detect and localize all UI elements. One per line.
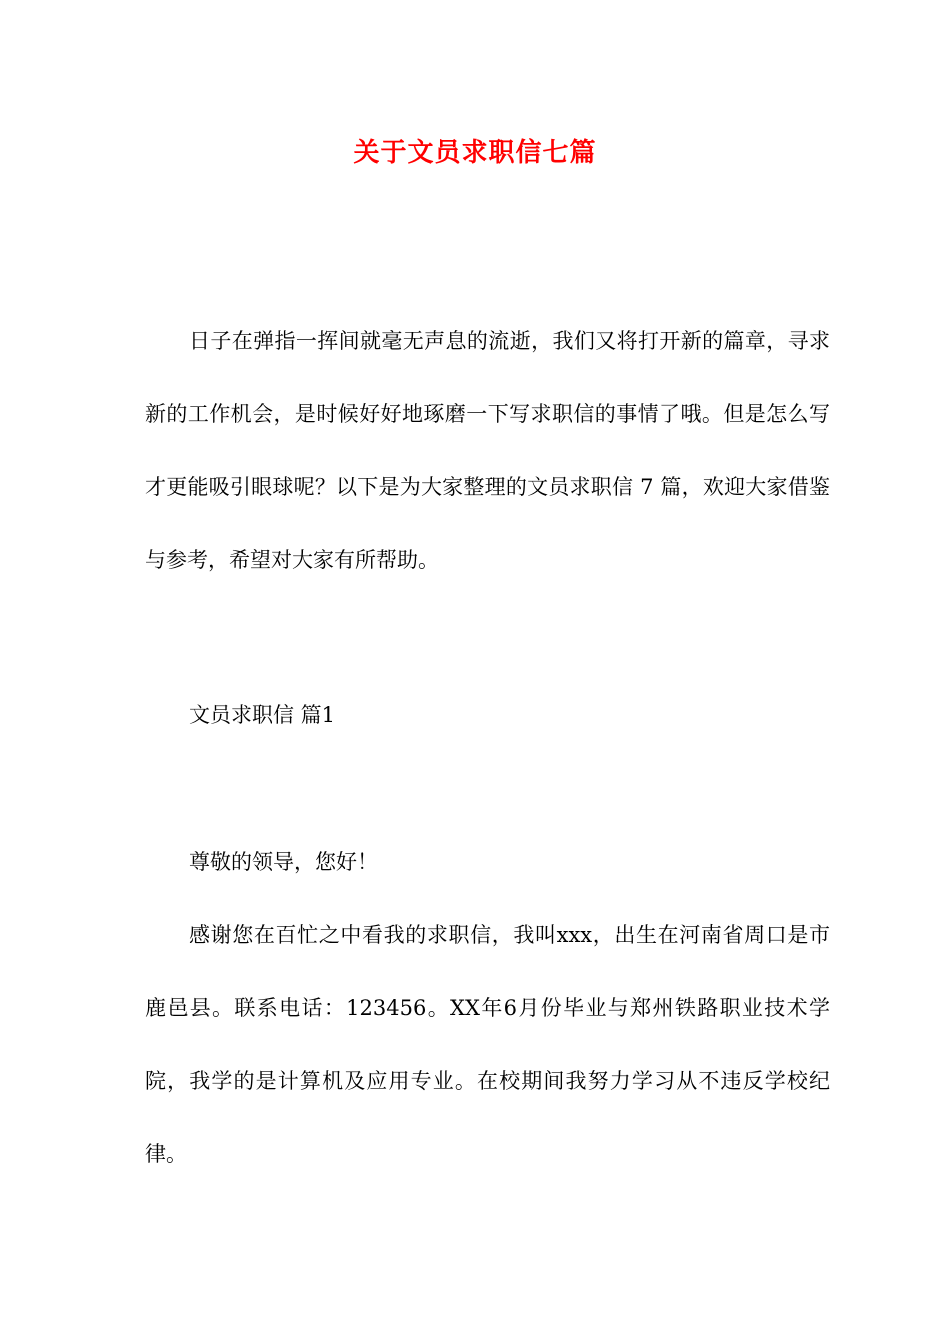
intro-paragraph: 日子在弹指一挥间就毫无声息的流逝，我们又将打开新的篇章，寻求新的工作机会，是时候好好地琢磨一下写求职信的事情了哦。但是怎么写才更能吸引眼球呢？以下是为大家整理的文员求职信 7 篇，欢迎大家借鉴与参考，希望对大家有所帮助。 [145,329,830,572]
greeting-paragraph: 尊敬的领导，您好！ [189,850,378,874]
body-paragraph: 感谢您在百忙之中看我的求职信，我叫xxx，出生在河南省周口是市鹿邑县。联系电话：123456。XX年6月份毕业与郑州铁路职业技术学院，我学的是计算机及应用专业。在校期间我努力学习从不违反学校纪律。 [145,923,830,1166]
document-title: 关于文员求职信七篇 [353,138,597,168]
section-heading: 文员求职信 篇1 [189,703,336,727]
